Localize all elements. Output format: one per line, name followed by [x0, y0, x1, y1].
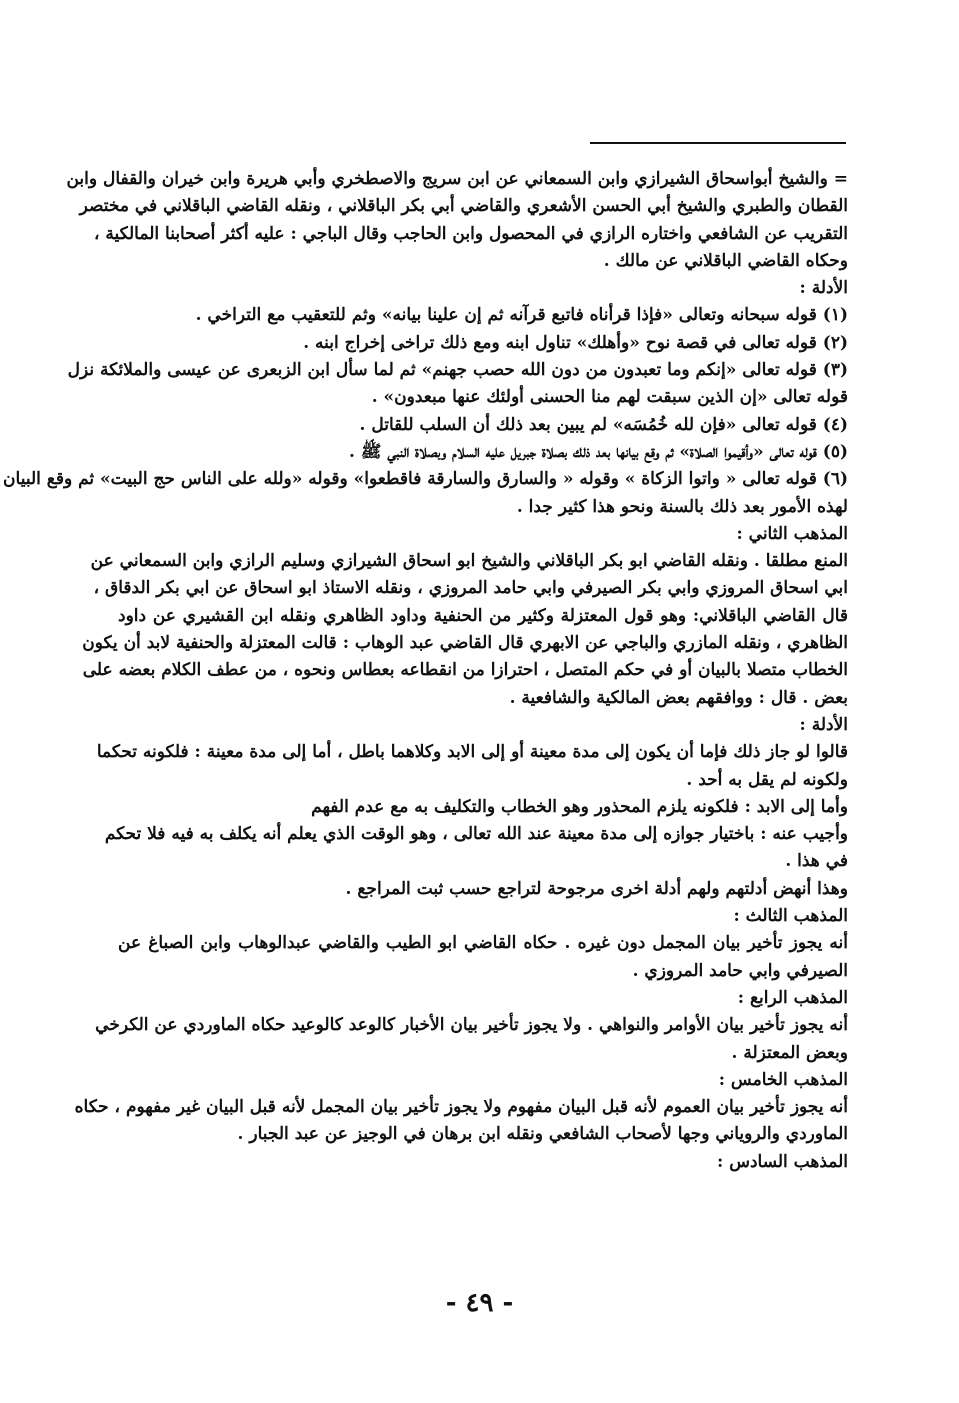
text-line: الخطاب متصلا بالبيان أو في حكم المتصل ، احترازا من انقطاعه بعطاس ونحوه ، من عطف الكلام بعضه على — [82, 660, 848, 681]
section-heading: المذهب الثاني : — [736, 523, 848, 544]
text-line: وحكاه القاضي الباقلاني عن مالك . — [603, 250, 848, 271]
text-line: (٤) قوله تعالى «فإن لله خُمُسَه» لم يبين بعد ذلك أن السلب للقاتل . — [359, 414, 848, 435]
section-heading: الأدلة : — [799, 714, 848, 735]
footnote-text-block — [3, 166, 848, 1176]
text-line: وأما إلى الابد : فلكونه يلزم المحذور وهو الخطاب والتكليف به مع عدم الفهم — [311, 796, 848, 817]
text-line: التقريب عن الشافعي واختاره الرازي في المحصول وابن الحاجب وقال الباجي : عليه أكثر أصحابنا المالكية ، — [93, 223, 848, 244]
text-line: وأجيب عنه : باختيار جوازه إلى مدة معينة عند الله تعالى ، وهو الوقت الذي يعلم أنه يكلف به فيه فلا تحكم — [104, 824, 848, 845]
text-line: بعض . قال : ووافقهم بعض المالكية والشافعية . — [509, 687, 848, 708]
text-line: قالوا لو جاز ذلك فإما أن يكون إلى مدة معينة أو إلى الابد وكلاهما باطل ، أما إلى مدة معينة : فلكونه تحكما — [96, 742, 848, 763]
text-line: لهذه الأمور بعد ذلك بالسنة ونحو هذا كثير جدا . — [516, 496, 848, 517]
section-heading: المذهب الثالث : — [733, 906, 848, 927]
text-line: أنه يجوز تأخير بيان العموم لأنه قبل البيان مفهوم ولا يجوز تأخير بيان المجمل لأنه قبل البيان غير مفهوم ، حكاه — [74, 1097, 848, 1118]
text-line: = والشيخ أبواسحاق الشيرازي وابن السمعاني عن ابن سريج والاصطخري وأبي هريرة وابن خيران والقفال وابن — [66, 169, 848, 189]
text-line: وهذا أنهض أدلتهم ولهم أدلة اخرى مرجوحة لتراجع حسب ثبت المراجع . — [345, 878, 848, 899]
footnote-separator-rule — [590, 142, 846, 144]
text-line: ولكونه لم يقل به أحد . — [686, 769, 848, 790]
text-line: المنع مطلقا . ونقله القاضي ابو بكر الباقلاني والشيخ ابو اسحاق الشيرازي وسليم الرازي وابن السمعاني عن — [90, 551, 848, 572]
text-line: (١) قوله سبحانه وتعالى «فإذا قرأناه فاتبع قرآنه ثم إن علينا بيانه» وثم للتعقيب مع التراخي . — [195, 305, 848, 326]
text-line: (٣) قوله تعالى «إنكم وما تعبدون من دون الله حصب جهنم» ثم لما سأل ابن الزبعرى عن عيسى والملائكة نزل — [67, 360, 848, 381]
text-line: في هذا . — [785, 851, 848, 872]
section-heading: المذهب السادس : — [717, 1151, 848, 1172]
text-line: القطان والطبري والشيخ أبي الحسن الأشعري والقاضي أبي بكر الباقلاني ، ونقله القاضي الباقلاني في مختصر — [79, 196, 848, 217]
page-number: - ٤٩ - — [445, 1288, 514, 1318]
text-line: أنه يجوز تأخير بيان المجمل دون غيره . حكاه القاضي ابو الطيب والقاضي عبدالوهاب وابن الصباغ عن — [118, 933, 848, 954]
text-line: قال القاضي الباقلاني: وهو قول المعتزلة وكثير من الحنفية وداود الظاهري ونقله ابن القشيري عن داود — [118, 605, 848, 626]
text-line: قوله تعالى «إن الذين سبقت لهم منا الحسنى أولئك عنها مبعدون» . — [371, 387, 848, 408]
text-line: (٦) قوله تعالى « واتوا الزكاة » وقوله « والسارق والسارقة فاقطعوا» وقوله «ولله على الناس حج البيت» ثم وقع البيان — [3, 469, 848, 490]
text-line: أنه يجوز تأخير بيان الأوامر والنواهي . ولا يجوز تأخير بيان الأخبار كالوعد كالوعيد حكاه الماوردي عن الكرخي — [95, 1015, 848, 1036]
text-line: (٢) قوله تعالى في قصة نوح «وأهلك» تناول ابنه ومع ذلك تراخى إخراج ابنه . — [303, 332, 848, 353]
text-line: الماوردي والروياني وجها لأصحاب الشافعي ونقله ابن برهان في الوجيز عن عبد الجبار . — [237, 1124, 848, 1145]
text-line: وبعض المعتزلة . — [731, 1042, 848, 1063]
text-line: الصيرفي وابي حامد المروزي . — [632, 960, 848, 981]
text-line: الظاهري ، ونقله المازري والباجي عن الابهري قال القاضي عبد الوهاب : قالت المعتزلة والحنفية لابد أن يكون — [82, 633, 848, 654]
section-heading: المذهب الخامس : — [718, 1069, 848, 1090]
section-heading: الأدلة : — [799, 278, 848, 299]
text-line: (٥) قوله تعالى «وأقيموا الصلاة» ثم وقع بيانها بعد ذلك بصلاة جبريل عليه السلام وبصلاة النبي ﷺ . — [349, 441, 848, 462]
text-line: ابي اسحاق المروزي وابي بكر الصيرفي وابي حامد المروزي ، ونقله الاستاذ ابو اسحاق عن ابي بكر الدقاق ، — [93, 578, 848, 599]
section-heading: المذهب الرابع : — [737, 987, 848, 1008]
